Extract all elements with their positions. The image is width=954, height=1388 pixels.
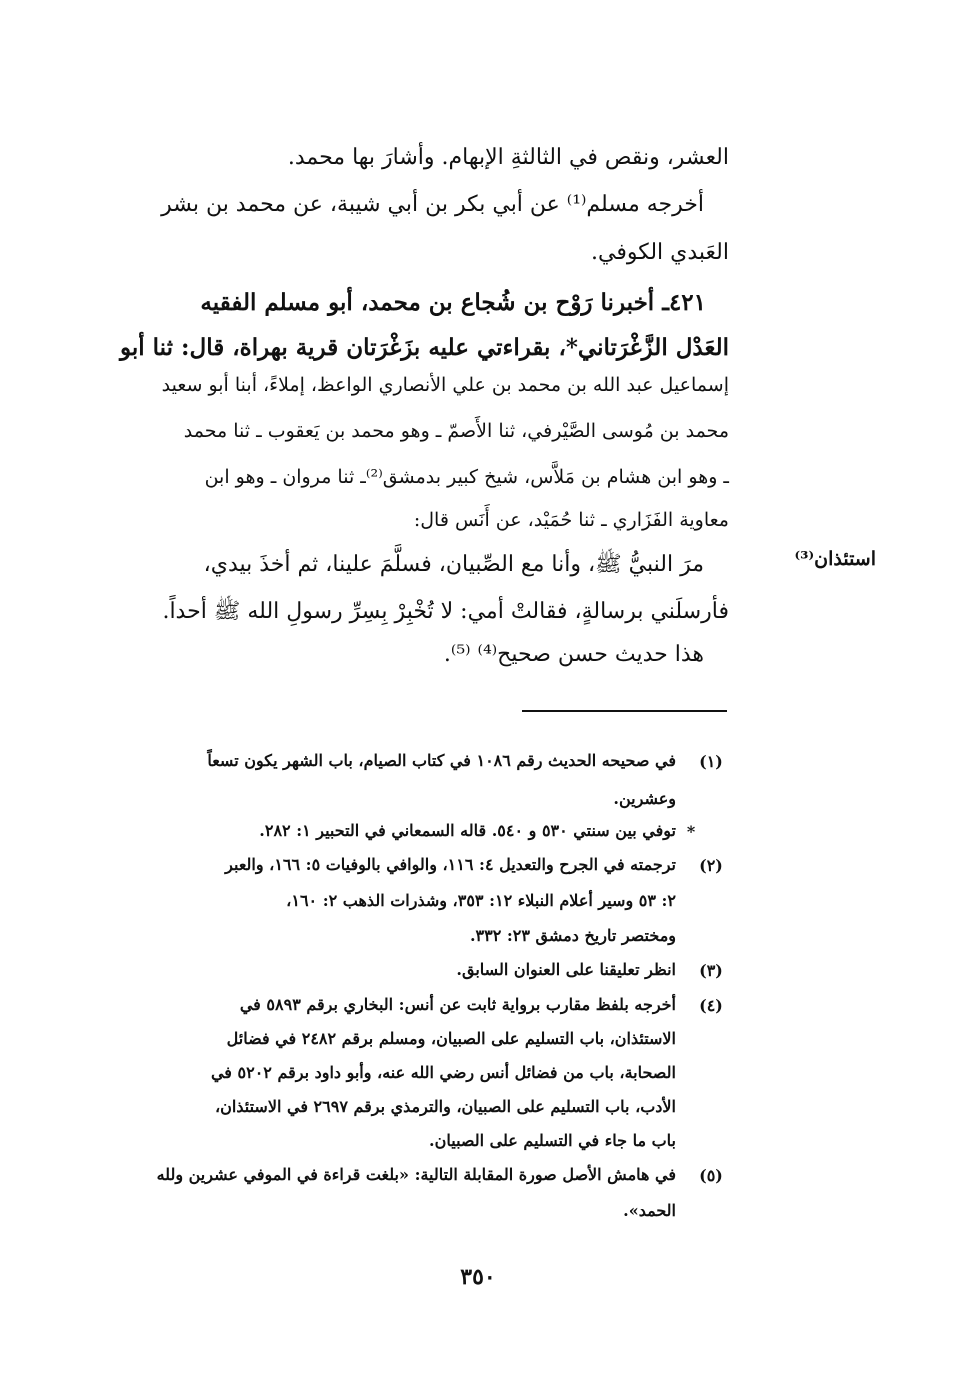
footnote-star-line: توفي بين سنتي ٥٣٠ و ٥٤٠. قاله السمعاني في التحبير ١: ٢٨٢. — [259, 821, 676, 840]
footnote-4-line-5: باب ما جاء في التسليم على الصبيان. — [429, 1131, 676, 1150]
page-number: ٣٥٠ — [460, 1264, 496, 1290]
footnote-divider — [522, 710, 727, 712]
footnote-2-line-1: ترجمته في الجرح والتعديل ٤: ١١٦، والوافي بالوفيات ٥: ١٦٦، والعبر — [225, 855, 676, 874]
hadith-heading-line-1: ٤٢١ـ أخبرنا رَوْح بن شُجاع بن محمد، أبو مسلم الفقيه — [200, 289, 706, 316]
margin-chapter-note: استئذان⁽³⁾ — [794, 548, 876, 570]
footnote-2-line-2: ٢: ٥٣ وسير أعلام النبلاء ١٢: ٣٥٣، وشذرات الذهب ٢: ١٦٠، — [286, 891, 676, 910]
chain-line-5: ـ وهو ابن هشام بن مَلاَّس، شيخ كبير بدمشق⁽²⁾ـ ثنا مروان ـ وهو ابن — [204, 466, 729, 488]
footnote-1-number: (١) — [699, 752, 723, 771]
footnote-4-number: (٤) — [699, 996, 723, 1015]
chain-line-3: إسماعيل عبد الله بن محمد بن علي الأنصاري الواعظ، إملاءً، أبنا أبو سعيد — [161, 374, 729, 396]
footnote-1-line-2: وعشرين. — [613, 789, 676, 808]
footnote-4-line-2: الاستئذان، باب التسليم على الصبيان، ومسلم برقم ٢٤٨٢ في فضائل — [226, 1029, 676, 1048]
footnote-5-number: (٥) — [699, 1166, 723, 1185]
footnote-3-line-1: انظر تعليقنا على العنوان السابق. — [456, 960, 676, 979]
footnote-1-line-1: في صحيحه الحديث رقم ١٠٨٦ في كتاب الصيام، باب الشهر يكون تسعاً — [207, 751, 676, 770]
body-line-1: العشر، ونقص في الثالثةِ الإبهام. وأشارَ بها محمد. — [287, 145, 729, 170]
footnote-5-line-2: الحمد». — [623, 1201, 676, 1220]
matn-line-1: مرَ النبيُّ ﷺ، وأنا مع الصِّبيان، فسلَّمَ علينا، ثم أخذَ بيدي، — [203, 552, 704, 577]
chain-line-6: معاوية الفَزَاري ـ ثنا حُمَيْد، عن أَنَس قال: — [413, 509, 729, 531]
chain-line-4: محمد بن مُوسى الصَّيْرفي، ثنا الأَصمّ ـ وهو محمد بن يَعقوب ـ ثنا محمد — [183, 420, 729, 442]
matn-line-2: فأرسلَني برسالةٍ، فقالتْ أمي: لا تُخْبِرْ بِسِرِّ رسولِ الله ﷺ أحداً. — [162, 599, 729, 624]
verdict-line: هذا حديث حسن صحيح⁽⁴⁾ ⁽⁵⁾. — [443, 642, 704, 667]
footnote-star-mark: * — [686, 822, 696, 841]
footnote-4-line-3: الصحابة، باب من فضائل أنس رضي الله عنه، وأبو داود برقم ٥٢٠٢ في — [210, 1063, 676, 1082]
body-line-2: أخرجه مسلم⁽¹⁾ عن أبي بكر بن أبي شيبة، عن محمد بن بشر — [161, 192, 704, 217]
footnote-4-line-1: أخرجه بلفظ مقارب برواية ثابت عن أنس: البخاري برقم ٥٨٩٣ في — [239, 995, 676, 1014]
hadith-heading-line-2: العَدْل الزَّغْرَتاني*، بقراءتي عليه بزَغْرَتان قرية بهراة، قال: ثنا أبو — [119, 334, 729, 361]
footnote-5-line-1: في هامش الأصل صورة المقابلة التالية: «بلغت قراءة في الموفي عشرين ولله — [156, 1165, 676, 1184]
body-line-3: العَبدي الكوفي. — [590, 240, 729, 265]
footnote-2-line-3: ومختصر تاريخ دمشق ٢٣: ٣٣٢. — [469, 926, 676, 945]
footnote-2-number: (٢) — [699, 856, 723, 875]
footnote-3-number: (٣) — [699, 961, 723, 980]
footnote-4-line-4: الأدب، باب التسليم على الصبيان، والترمذي برقم ٢٦٩٧ في الاستئذان، — [215, 1097, 676, 1116]
